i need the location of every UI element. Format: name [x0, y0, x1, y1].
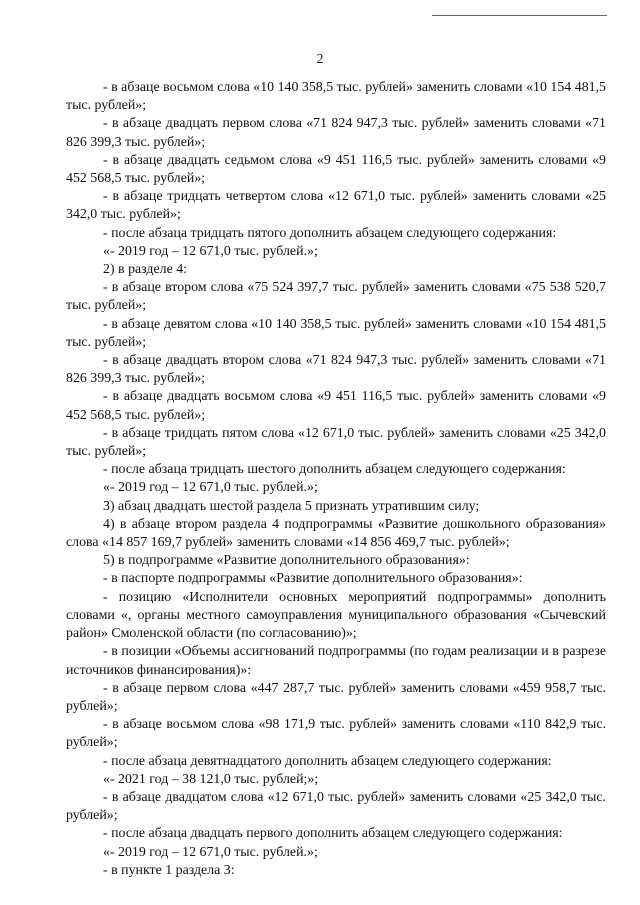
paragraph: - в абзаце двадцать седьмом слова «9 451 116,5 тыс. рублей» заменить словами «9 452 568,5 тыс. рублей»; [66, 152, 606, 187]
paragraph: - в абзаце тридцать четвертом слова «12 671,0 тыс. рублей» заменить словами «25 342,0 тыс. рублей»; [66, 189, 606, 223]
paragraph: - позицию «Исполнители основных мероприятий подпрограммы» дополнить словами «, органы местного самоуправления муниципального образования «Сычевский район» Смоленской области (по согласованию)»; [66, 589, 606, 642]
paragraph: 3) абзац двадцать шестой раздела 5 признать утратившим силу; [103, 498, 480, 514]
header-rule [432, 15, 607, 16]
paragraph: - после абзаца двадцать первого дополнить абзацем следующего содержания: [103, 826, 563, 842]
paragraph: - в абзаце девятом слова «10 140 358,5 тыс. рублей» заменить словами «10 154 481,5 тыс. рублей»; [66, 316, 606, 350]
paragraph: - в абзаце тридцать пятом слова «12 671,0 тыс. рублей» заменить словами «25 342,0 тыс. рублей»; [66, 425, 606, 460]
paragraph: - после абзаца тридцать шестого дополнить абзацем следующего содержания: [103, 462, 566, 478]
paragraph: - в абзаце восьмом слова «98 171,9 тыс. рублей» заменить словами «110 842,9 тыс. рублей»; [66, 717, 606, 751]
paragraph: «- 2019 год – 12 671,0 тыс. рублей.»; [103, 844, 318, 860]
paragraph: 2) в разделе 4: [103, 262, 188, 278]
paragraph: 4) в абзаце втором раздела 4 подпрограммы «Развитие дошкольного образования» слова «14 857 169,7 рублей» заменить словами «14 856 469,7 тыс. рублей»; [66, 516, 606, 551]
paragraph: 5) в подпрограмме «Развитие дополнительного образования»: [103, 553, 470, 569]
paragraph: «- 2019 год – 12 671,0 тыс. рублей.»; [103, 480, 318, 496]
document-body [66, 79, 606, 880]
paragraph: - в абзаце двадцать восьмом слова «9 451 116,5 тыс. рублей» заменить словами «9 452 568,5 тыс. рублей»; [66, 389, 606, 423]
paragraph: - после абзаца девятнадцатого дополнить абзацем следующего содержания: [103, 753, 552, 769]
paragraph: - в абзаце втором слова «75 524 397,7 тыс. рублей» заменить словами «75 538 520,7 тыс. рублей»; [66, 280, 606, 314]
paragraph: - в абзаце двадцать первом слова «71 824 947,3 тыс. рублей» заменить словами «71 826 399,3 тыс. рублей»; [66, 116, 606, 150]
paragraph: «- 2021 год – 38 121,0 тыс. рублей;»; [103, 771, 319, 787]
paragraph: - после абзаца тридцать пятого дополнить абзацем следующего содержания: [103, 225, 557, 241]
paragraph: - в абзаце первом слова «447 287,7 тыс. рублей» заменить словами «459 958,7 тыс. рублей»; [66, 680, 606, 714]
paragraph: - в паспорте подпрограммы «Развитие дополнительного образования»: [103, 571, 523, 587]
paragraph: - в абзаце двадцать втором слова «71 824 947,3 тыс. рублей» заменить словами «71 826 399,3 тыс. рублей»; [66, 353, 606, 387]
page-number: 2 [316, 51, 324, 66]
paragraph: - в абзаце восьмом слова «10 140 358,5 тыс. рублей» заменить словами «10 154 481,5 тыс. рублей»; [66, 80, 606, 114]
paragraph: - в абзаце двадцатом слова «12 671,0 тыс. рублей» заменить словами «25 342,0 тыс. рублей»; [66, 789, 606, 824]
paragraph: «- 2019 год – 12 671,0 тыс. рублей.»; [103, 243, 318, 259]
paragraph: - в позиции «Объемы ассигнований подпрограммы (по годам реализации и в разрезе источников финансирования)»: [66, 644, 606, 678]
paragraph: - в пункте 1 раздела 3: [103, 862, 235, 878]
